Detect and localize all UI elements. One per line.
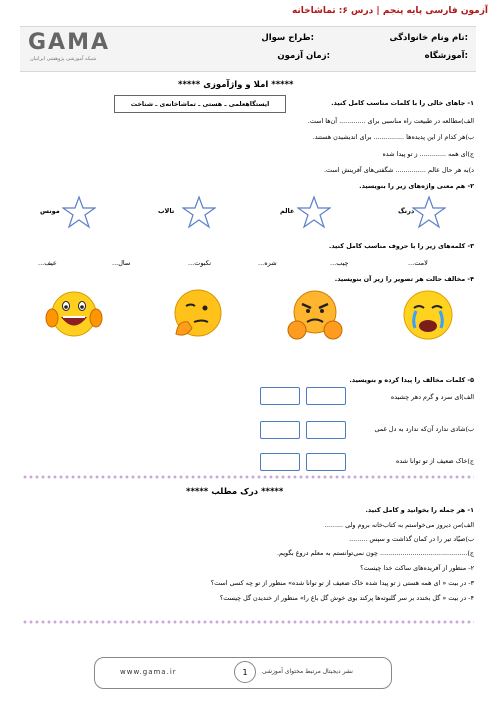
synonym-word-2: عالم — [280, 207, 295, 215]
synonym-word-4: مونس — [40, 207, 60, 215]
q8-text: ۳- در بیت « ای همه هستی ز تو پیدا شده خاک ضعیف از تو توانا شده» منظور از تو چه کسی است؟ — [210, 579, 474, 587]
footer-note: نشر دیجیتال مرتبط محتوای آموزشی — [262, 668, 353, 675]
fill-word-6: ...عیف — [38, 259, 57, 267]
exam-title: آزمون فارسی پایه پنجم | درس ۶: تماشاخانه — [291, 6, 488, 16]
q6-prompt: ۱- هر جمله را بخوانید و کامل کنید. — [365, 506, 474, 514]
answer-box[interactable] — [306, 387, 346, 405]
fill-word-5: ...سال — [112, 259, 131, 267]
fill-word-4: ...نکبوت — [188, 259, 212, 267]
star-icon — [62, 195, 96, 229]
q5-item-c: ج)خاک ضعیف از تو توانا شده — [395, 457, 474, 465]
page-number: 1 — [234, 661, 256, 683]
answer-box[interactable] — [306, 421, 346, 439]
school-label: آموزشگاه: — [424, 51, 468, 61]
section-comprehension-title: ***** درک مطلب ***** — [186, 487, 284, 497]
q7-text: ۲- منظور از آفریده‌های ساکت خدا چیست؟ — [360, 564, 474, 572]
q1-item-b: ب)هر کدام از این پدیده‌ها ............... برای اندیشیدن هستند. — [312, 133, 474, 141]
word-bank-box: ایستگاهعلمی ـ هستی ـ تماشاخانه‌ی ـ شناخت — [114, 95, 286, 113]
q6-item-b: ب)صیّاد تیر را در کمان گذاشت و سپس ......... — [349, 535, 474, 543]
fill-word-3: ...شره — [258, 259, 277, 267]
answer-box[interactable] — [260, 387, 300, 405]
q1-item-a: الف)مطالعه در طبیعت راه مناسبی برای ............. آن‌ها است. — [307, 117, 474, 125]
time-label: زمان آزمون: — [277, 51, 330, 61]
designer-label: طراح سوال: — [261, 33, 314, 43]
logo-subtitle: شبکه آموزشی پژوهشی ایرانیان — [30, 56, 97, 62]
star-icon — [297, 195, 331, 229]
q2-prompt: ۲- هم معنی واژه‌های زیر را بنویسید. — [359, 182, 474, 190]
answer-box[interactable] — [306, 453, 346, 471]
q6-item-a: الف)من دیروز می‌خواستم به کتاب‌خانه بروم ولی ......... — [324, 521, 474, 529]
q9-text: ۴- در بیت « گل بخندد بر سر گلبوته‌ها پرکند بوی خوش گل باغ را» منظور از خندیدن گل چیست؟ — [219, 594, 474, 602]
thinking-face-icon — [166, 284, 226, 344]
q3-prompt: ۳- کلمه‌های زیر را با حروف مناسب کامل کنید. — [328, 242, 474, 250]
q5-item-a: الف)ای سرد و گرم دهر چشیده — [390, 393, 474, 401]
q6-item-c: ج)........................................... چون نمی‌توانستم به معلم دروغ بگویم. — [276, 549, 474, 557]
gama-logo: GAMA — [28, 30, 111, 55]
angry-face-icon — [285, 284, 345, 344]
answer-box[interactable] — [260, 453, 300, 471]
laughing-face-icon — [44, 284, 104, 344]
footer-url[interactable]: www.gama.ir — [120, 668, 177, 676]
q5-prompt: ۵- کلمات مخالف را پیدا کرده و بنویسید. — [349, 376, 474, 384]
q1-prompt: ۱- جاهای خالی را با کلمات مناسب کامل کنید. — [331, 99, 474, 107]
q1-item-c: ج)ای همه ............. ز تو پیدا شده — [382, 150, 474, 158]
star-icon — [412, 195, 446, 229]
section-spelling-title: ***** املا و واژآموزی ***** — [178, 80, 294, 90]
synonym-word-3: تالاب — [158, 207, 175, 215]
q1-item-d: د)به هر حال عالم ............... شگفتی‌های آفرینش است. — [324, 166, 474, 174]
crying-face-icon — [398, 284, 458, 344]
section-divider — [22, 620, 474, 624]
fill-word-2: ...چیب — [330, 259, 349, 267]
q5-item-b: ب)شادی ندارد آن‌که ندارد به دل غمی — [374, 425, 474, 433]
q4-prompt: ۴- مخالف حالت هر تصویر را زیر آن بنویسید. — [334, 275, 474, 283]
section-divider — [22, 475, 474, 479]
fill-word-1: ...لامت — [408, 259, 428, 267]
name-label: نام ونام خانوادگی: — [389, 33, 468, 43]
synonym-word-1: درنگ — [398, 207, 415, 215]
answer-box[interactable] — [260, 421, 300, 439]
star-icon — [182, 195, 216, 229]
